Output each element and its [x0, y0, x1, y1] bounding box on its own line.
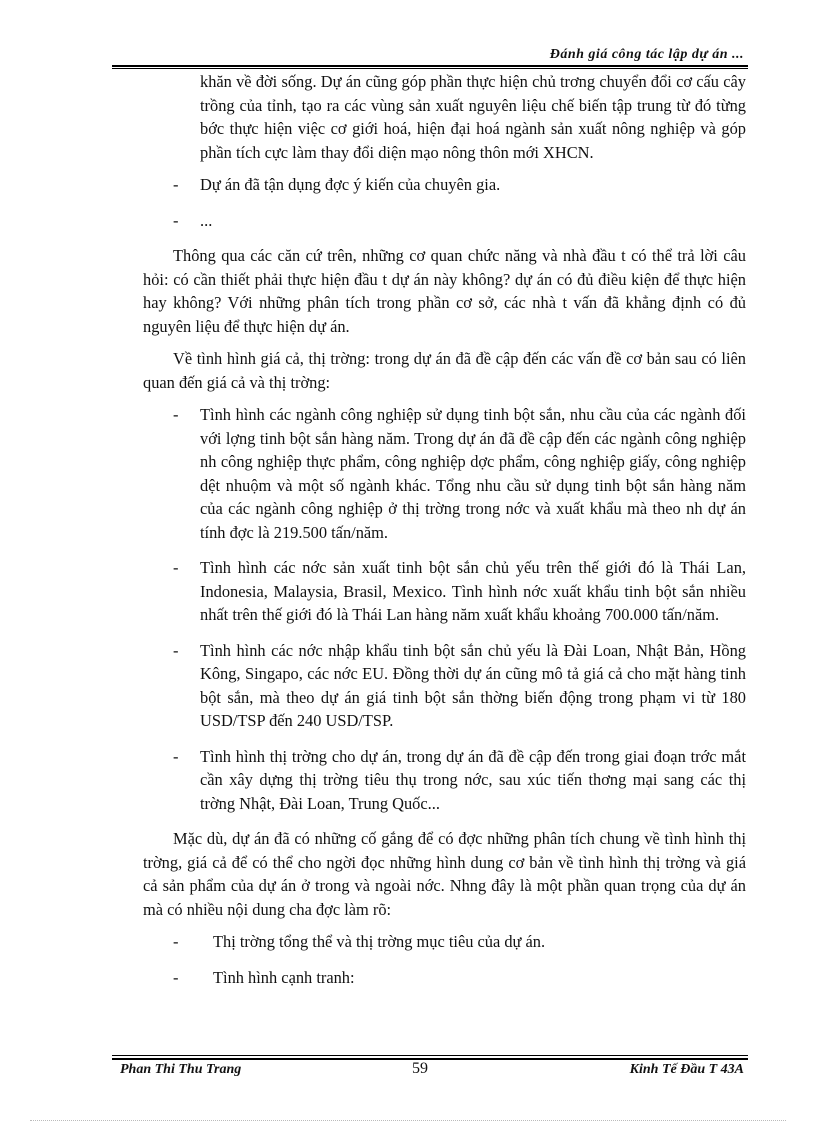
- bullet-mark: -: [173, 640, 179, 660]
- page-header: [112, 44, 748, 66]
- bullet-mark: -: [173, 175, 179, 194]
- bullet-item: [143, 209, 746, 233]
- bullet-item: [143, 930, 746, 954]
- bullet-text: Tình hình cạnh tranh:: [213, 967, 355, 987]
- bullet-mark: -: [173, 967, 179, 987]
- page-number: 59: [412, 1060, 428, 1077]
- bullet-text: Tình hình các ngành công nghiệp sử dụng tinh bột sắn, nhu cầu của các ngành đối với lợng tinh bột sắn hàng năm. Trong dự án đã đề cập đến các ngành công nghiệp nh công nghiệp thực phẩm, công nghiệp dợc phẩm, công nghiệp giấy, công nghiệp dệt nhuộm và một số ngành khác. Tổng nhu cầu sử dụng tinh bột sắn hàng năm của các ngành công nghiệp ở thị trờng trong nớc và xuất khẩu mà theo nh dự án tính đợc là 219.500 tấn/năm.: [200, 405, 746, 542]
- footer-rule-thin: [112, 1055, 748, 1056]
- bullet-text: Thị trờng tổng thể và thị trờng mục tiêu của dự án.: [213, 932, 546, 951]
- header-rule-thin: [112, 68, 748, 69]
- bullet-text: Dự án đã tận dụng đợc ý kiến của chuyên gia.: [200, 175, 501, 194]
- bullet-text: Tình hình các nớc sản xuất tinh bột sắn chủ yếu trên thế giới đó là Thái Lan, Indonesia, Malaysia, Brasil, Mexico. Tình hình nớc xuất khẩu tinh bột sắn nhiều nhất trên thế giới đó là Thái Lan hàng năm xuất khẩu khoảng 700.000 tấn/năm.: [200, 558, 746, 624]
- paragraph-continued: khăn về đời sống. Dự án cũng góp phần thực hiện chủ trơng chuyển đổi cơ cấu cây trồng của tỉnh, tạo ra các vùng sản xuất nguyên liệu chế biến tập trung từ đó từng bớc thực hiện việc cơ giới hoá, hiện đại hoá ngành sản xuất nông nghiệp và góp phần tích cực làm thay đổi diện mạo nông thôn mới XHCN.: [200, 72, 746, 162]
- footer-rule-thick: [112, 1058, 748, 1060]
- bullet-item: [143, 966, 746, 990]
- bullet-mark: -: [173, 210, 179, 230]
- header-title: Đánh giá công tác lập dự án ...: [549, 47, 744, 62]
- page-body: [143, 70, 746, 1001]
- bullet-item: [143, 639, 746, 733]
- paragraph: Mặc dù, dự án đã có những cố gắng để có đợc những phân tích chung về tình hình thị trờng, giá cả để có thể cho ngời đọc những hình dung cơ bản về tình hình thị trờng và giá cả sản phẩm của dự án ở trong và ngoài nớc. Nhng đây là một phần quan trọng của dự án mà có nhiều nội dung cha đợc làm rõ:: [143, 829, 746, 919]
- bullet-item: [143, 403, 746, 544]
- bullet-mark: -: [173, 405, 179, 424]
- page-footer: [112, 1055, 748, 1095]
- bullet-text: Tình hình thị trờng cho dự án, trong dự án đã đề cập đến trong giai đoạn trớc mắt cần xây dựng thị trờng tiêu thụ trong nớc, sau xúc tiến thơng mại sang các thị trờng Nhật, Đài Loan, Trung Quốc...: [200, 746, 746, 813]
- bullet-item: [143, 556, 746, 627]
- paragraph: Về tình hình giá cả, thị trờng: trong dự án đã đề cập đến các vấn đề cơ bản sau có liên quan đến giá cả và thị trờng:: [143, 349, 746, 392]
- bullet-text: Tình hình các nớc nhập khẩu tinh bột sắn chủ yếu là Đài Loan, Nhật Bản, Hồng Kông, Singapo, các nớc EU. Đồng thời dự án cũng mô tả giá cả cho mặt hàng tinh bột sắn, mà theo dự án giá tinh bột sắn thờng biến động trong phạm vi từ 180 USD/TSP đến 240 USD/TSP.: [200, 640, 746, 730]
- bullet-item: [143, 173, 746, 197]
- header-rule-thick: [112, 65, 748, 67]
- bullet-item: [143, 745, 746, 816]
- footer-author: Phan Thi Thu Trang: [120, 1062, 242, 1077]
- paragraph: Thông qua các căn cứ trên, những cơ quan chức năng và nhà đầu t có thể trả lời câu hỏi: có cần thiết phải thực hiện đầu t dự án này không? dự án có đủ điều kiện để thực hiện hay không? Với những phân tích trong phần cơ sở, các nhà t vấn đã khẳng định có đủ nguyên liệu để thực hiện dự án.: [143, 246, 746, 336]
- bullet-mark: -: [173, 746, 179, 766]
- footer-class: Kinh Tế Đầu T 43A: [629, 1062, 744, 1077]
- page-edge-dotted-line: [30, 1120, 786, 1121]
- bullet-text: ...: [200, 210, 213, 230]
- bullet-mark: -: [173, 932, 179, 951]
- bullet-mark: -: [173, 558, 179, 577]
